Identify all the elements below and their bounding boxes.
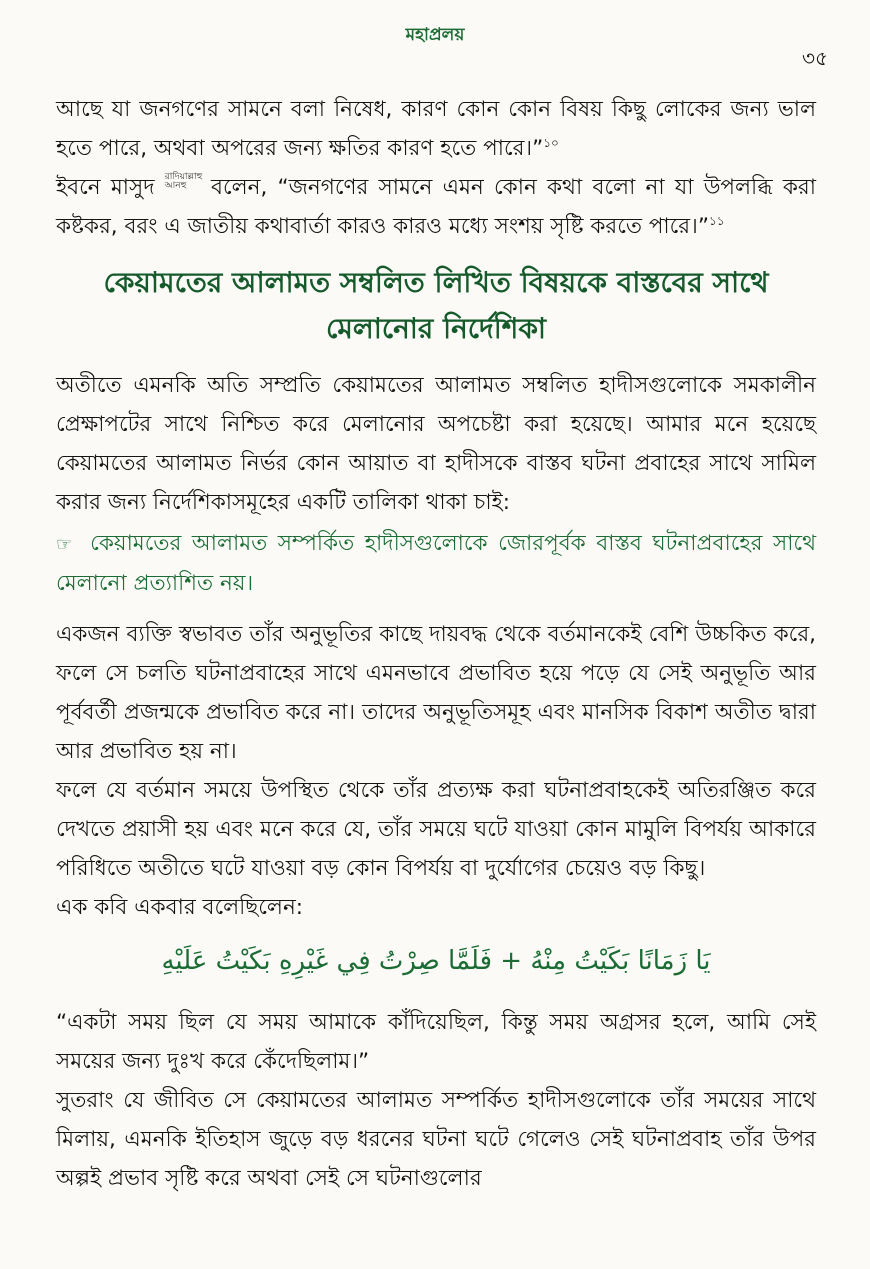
paragraph-1-text: আছে যা জনগণের সামনে বলা নিষেধ, কারণ কোন কোন বিষয় কিছু লোকের জন্য ভাল হতে পারে, অথবা অপরের জন্য ক্ষতির কারণ হতে পারে।” <box>56 97 816 161</box>
paragraph-5: ফলে যে বর্তমান সময়ে উপস্থিত থেকে তাঁর প্রত্যক্ষ করা ঘটনাপ্রবাহকেই অতিরঞ্জিত করে দেখতে প্রয়াসী হয় এবং মনে করে যে, তাঁর সময়ে ঘটে যাওয়া কোন মামুলি বিপর্যয় আকারে পরিধিতে অতীতে ঘটে যাওয়া বড় কোন বিপর্যয় বা দুর্যোগের চেয়েও বড় কিছু। <box>56 778 816 881</box>
paragraph-4: একজন ব্যক্তি স্বভাবত তাঁর অনুভূতির কাছে দায়বদ্ধ থেকে বর্তমানকেই বেশি উচ্চকিত করে, ফলে সে চলতি ঘটনাপ্রবাহের সাথে এমনভাবে প্রভাবিত হয়ে পড়ে যে সেই অনুভূতি আর পূর্ববর্তী প্রজন্মকে প্রভাবিত করে না। তাদের অনুভূতিসমূহ এবং মানসিক বিকাশ অতীত দ্বারা আর প্রভাবিত হয় না। <box>56 622 816 764</box>
paragraph-8: সুতরাং যে জীবিত সে কেয়ামতের আলামত সম্পর্কিত হাদীসগুলোকে তাঁর সময়ের সাথে মিলায়, এমনকি ইতিহাস জুড়ে বড় ধরনের ঘটনা ঘটে গেলেও সেই ঘটনাপ্রবাহ তাঁর উপর অল্পই প্রভাব সৃষ্টি করে অথবা সেই সে ঘটনাগুলোর <box>56 1088 816 1191</box>
guideline-point <box>56 524 816 603</box>
narrator-name: ইবনে মাসুদ <box>56 175 155 200</box>
paragraph-2-text: বলেন, “জনগণের সামনে এমন কোন কথা বলো না যা উপলব্ধি করা কষ্টকর, বরং এ জাতীয় কথাবার্তা কারও কারও মধ্যে সংশয় সৃষ্টি করতে পারে।” <box>56 175 816 239</box>
paragraph-3: অতীতে এমনকি অতি সম্প্রতি কেয়ামতের আলামত সম্বলিত হাদীসগুলোকে সমকালীন প্রেক্ষাপটের সাথে নিশ্চিত করে মেলানোর অপচেষ্টা করা হয়েছে। আমার মনে হয়েছে কেয়ামতের আলামত নির্ভর কোন আয়াত বা হাদীসকে বাস্তব ঘটনা প্রবাহের সাথে সামিল করার জন্য নির্দেশিকাসমূহের একটি তালিকা থাকা চাই: <box>56 373 816 515</box>
guideline-point-text: কেয়ামতের আলামত সম্পর্কিত হাদীসগুলোকে জোরপূর্বক বাস্তব ঘটনাপ্রবাহের সাথে মেলানো প্রত্যাশিত নয়। <box>56 531 816 596</box>
paragraph-6: এক কবি একবার বলেছিলেন: <box>56 895 304 920</box>
section-heading: কেয়ামতের আলামত সম্বলিত লিখিত বিষয়কে বাস্তবের সাথে মেলানোর নির্দেশিকা <box>103 266 769 345</box>
paragraph-2 <box>56 168 816 246</box>
paragraph-7: “একটা সময় ছিল যে সময় আমাকে কাঁদিয়েছিল, কিন্তু সময় অগ্রসর হলে, আমি সেই সময়ের জন্য দুঃখ করে কেঁদেছিলাম।” <box>56 1010 816 1074</box>
page-number: ৩৫ <box>802 46 828 70</box>
footnote-marker-10: ১০ <box>543 135 559 150</box>
arabic-verse: يَا زَمَانًا بَكَيْتُ مِنْهُ + فَلَمَّا صِرْتُ فِي غَيْرِهِ بَكَيْتُ عَلَيْهِ <box>161 946 711 976</box>
running-title: মহাপ্রলয় <box>405 25 465 45</box>
footnote-marker-11: ১১ <box>708 213 725 228</box>
body-text <box>56 90 816 1198</box>
paragraph-1 <box>56 90 816 168</box>
honorific-glyph: রাদিয়াল্লাহু আনহু <box>164 172 203 191</box>
pointer-icon: ☞ <box>56 534 73 555</box>
